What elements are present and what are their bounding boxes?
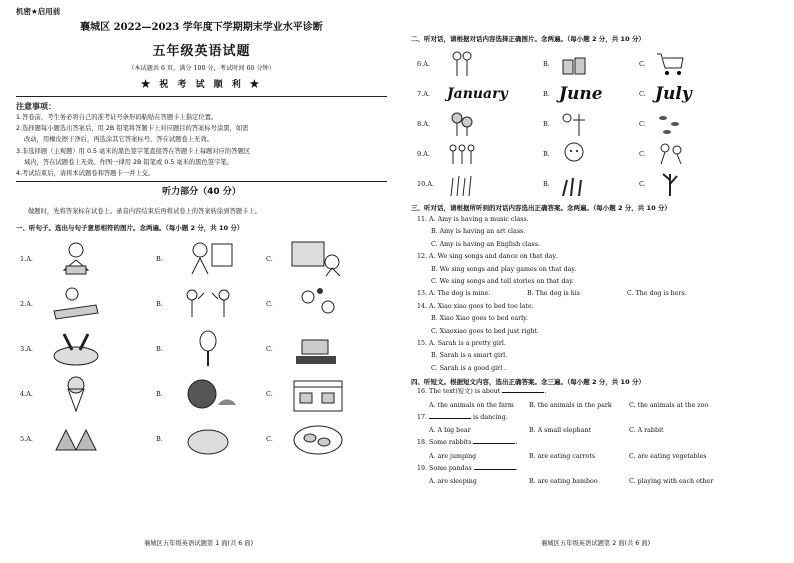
notice-line: 域内，答在试题卷上无效。作图一律用 2B 铅笔或 0.5 毫米的黑色签字笔。 — [24, 158, 233, 166]
section-1-questions — [16, 236, 387, 461]
option-a — [447, 110, 543, 138]
question-number: 4.A. — [20, 389, 33, 398]
question-number: 2.A. — [20, 299, 33, 308]
option-b: B. — [543, 110, 639, 138]
option-c: C. July — [639, 84, 692, 104]
question-number: 7.A. — [417, 90, 430, 98]
section-2-title: 二、听对话，请根据对话内容选择正确图片。念两遍。（每小题 2 分，共 10 分） — [411, 35, 645, 43]
grass-field-image — [447, 170, 477, 198]
option-b: B. — [543, 50, 639, 78]
listening-title: 听力部分（40 分） — [162, 187, 241, 198]
shopping-cart-image — [655, 50, 685, 78]
shop-front-image — [288, 375, 348, 413]
option-a — [447, 140, 543, 168]
watermelon-image — [178, 375, 238, 413]
section-4-title: 四、听短文。根据短文内容，选出正确答案。念三遍。（每小题 2 分，共 10 分） — [411, 378, 645, 387]
flowers-image — [447, 110, 477, 138]
answer-option: C. We sing songs and tell stories on that day. — [431, 278, 574, 286]
ice-cream-image — [46, 375, 106, 413]
option-c: C. — [639, 170, 735, 198]
bamboo-shoots-image — [655, 170, 685, 198]
question-number: 6.A. — [417, 60, 430, 68]
right-page — [397, 0, 794, 563]
answer-option: C. Xiaoxiao goes to bed just right. — [431, 327, 540, 335]
answer-option: B. Amy is having an art class. — [431, 228, 526, 236]
child-writing-image — [46, 285, 106, 323]
option-b: B. — [156, 285, 266, 323]
question-row — [411, 109, 782, 139]
option-a — [46, 420, 156, 458]
option-c: C. — [266, 240, 376, 278]
notice-line: 1.答卷前，考生务必将自己的准考证号条形码粘贴在答题卡上指定位置。 — [16, 114, 218, 121]
dumplings-plate-image — [288, 420, 348, 458]
question-number: 5.A. — [20, 434, 33, 443]
notice-heading: 注意事项： — [16, 102, 56, 111]
answer-option: B. We sing songs and play games on that day. — [431, 265, 577, 273]
question-number: 3.A. — [20, 344, 33, 353]
question-number: 9.A. — [417, 150, 430, 158]
option-b: B. — [156, 375, 266, 413]
question-number: 8.A. — [417, 120, 430, 128]
answer-blank — [474, 469, 516, 470]
page-footer: 襄城区五年级英语试题第 2 面(共 6 面) — [540, 540, 651, 547]
notice-line: 2.选择题每小题选出答案后，用 2B 铅笔将答题卡上对应题目的答案标号涂黑，如需 — [16, 125, 249, 133]
question-stem: 17. is dancing. — [417, 413, 508, 421]
exam-subtitle: 五年级英语试题 — [152, 44, 251, 59]
exam-note: （本试题共 6 页，满分 100 分，考试时间 60 分钟） — [128, 65, 275, 72]
option-b: B. June — [543, 84, 603, 104]
question-row — [411, 139, 782, 169]
answer-blank — [429, 418, 471, 419]
answer-option: C. Amy is having an English class. — [431, 240, 540, 248]
girl-painting-image — [178, 240, 238, 278]
option-c: C. — [266, 375, 376, 413]
option-b: B. — [156, 330, 266, 368]
notice-line: 3.非选择题（主观题）用 0.5 毫米的黑色签字笔直接答在答题卡上每题对应的答题区 — [16, 147, 251, 155]
option-b: B. — [156, 240, 266, 278]
good-luck-banner: ★ 祝 考 试 顺 利 ★ — [141, 80, 262, 90]
hiking-people-image — [447, 50, 477, 78]
question-stem: 16. The text(短文) is about . — [417, 388, 547, 396]
kids-planting-image — [559, 110, 589, 138]
option-c: C. — [639, 110, 735, 138]
answer-option: C. Sarah is a good girl . — [431, 364, 507, 372]
question-stem: 18. Some rabbits . — [417, 439, 518, 447]
question-row — [16, 326, 387, 371]
kids-playing-ball-image — [288, 285, 348, 323]
question-row — [16, 371, 387, 416]
boy-watching-screen-image — [288, 240, 348, 278]
section-1-title: 一、听句子。选出与句子意思相符的图片。念两遍。（每小题 2 分，共 10 分） — [16, 224, 244, 233]
rice-cake-image — [178, 420, 238, 458]
answer-option: 12. A. We sing songs and dance on that day. — [417, 253, 558, 261]
section-3-questions — [411, 214, 782, 375]
divider — [16, 181, 387, 182]
question-number: 10.A. — [417, 180, 435, 188]
whisk-image — [178, 330, 238, 368]
shopping-bags-image — [559, 50, 589, 78]
answer-blank — [473, 443, 515, 444]
option-b: B. — [543, 170, 639, 198]
question-row — [16, 236, 387, 281]
question-stem: 19. Some pandas . — [417, 464, 518, 472]
pot-on-stove-image — [288, 330, 348, 368]
rice-dumplings-image — [46, 420, 106, 458]
page-footer: 襄城区五年级英语试题第 1 面(共 6 面) — [143, 540, 254, 547]
question-options: A. the animals on the farm B. the animals in the park C. the animals at the zoo — [429, 401, 709, 409]
option-b: B. — [543, 140, 639, 168]
option-a — [447, 50, 543, 78]
option-a — [46, 330, 156, 368]
question-options: A. A big bear B. A small elephant C. A rabbit — [429, 427, 664, 435]
notice-block — [16, 97, 387, 179]
option-c: C. — [639, 50, 735, 78]
question-row — [411, 79, 782, 109]
question-row — [411, 49, 782, 79]
option-c: C. — [266, 285, 376, 323]
exam-title: 襄城区 2022—2023 学年度下学期期末学业水平诊断 — [80, 22, 323, 33]
option-b: B. — [156, 420, 266, 458]
section-4-questions — [411, 386, 782, 488]
answer-option: B. Xiao Xiao goes to bed early. — [431, 315, 528, 323]
answer-option: 14. A. Xiao xiao goes to bed too late. — [417, 302, 534, 310]
notice-line: 4.考试结束后，请将本试题卷和答题卡一并上交。 — [16, 170, 155, 178]
mixing-dough-image — [46, 330, 106, 368]
three-children-image — [447, 140, 477, 168]
rice-field-image — [559, 170, 589, 198]
badminton-image — [178, 285, 238, 323]
answer-option: 11. A. Amy is having a music class. — [417, 216, 529, 223]
fallen-leaves-image — [655, 110, 685, 138]
answer-blank — [502, 392, 544, 393]
answer-option: B. Sarah is a smart girl. — [431, 352, 508, 360]
month-text: July — [655, 84, 692, 104]
girl-portrait-image — [559, 140, 589, 168]
option-c: C. — [266, 420, 376, 458]
reading-child-image — [46, 240, 106, 278]
option-c: C. — [639, 140, 735, 168]
option-a — [46, 285, 156, 323]
kids-dancing-image — [655, 140, 685, 168]
section-3-title: 三、听对话，请根据所听到的对话内容选出正确答案。念两遍。（每小题 2 分，共 10 分） — [411, 204, 671, 212]
option-a — [46, 375, 156, 413]
answer-option: 15. A. Sarah is a pretty girl. — [417, 340, 506, 348]
notice-line: 改动，用橡皮擦干净后，再选涂其它答案标号，答在试题卷上无效。 — [24, 136, 213, 144]
month-text: January — [447, 86, 508, 102]
option-a — [447, 86, 543, 102]
question-row — [16, 281, 387, 326]
question-number: 1.A. — [20, 254, 33, 263]
question-options: A. are sleeping B. are eating bamboo C. playing with each other — [429, 477, 714, 485]
listening-intro: 做题时，先将答案标在试卷上。录音内容结束后再将试卷上的答案转涂到答题卡上。 — [28, 208, 261, 216]
option-c: C. — [266, 330, 376, 368]
option-a — [46, 240, 156, 278]
question-row — [411, 169, 782, 199]
question-13: 13. A. The dog is mine. B. The dog is his C. The dog is hers. — [417, 290, 687, 298]
question-options: A. are jumping B. are eating carrots C. are eating vegetables — [429, 452, 707, 460]
section-2-questions — [411, 49, 782, 199]
secret-label: 机密★启用前 — [16, 7, 61, 16]
option-a — [447, 170, 543, 198]
month-text: June — [559, 84, 603, 104]
question-row — [16, 416, 387, 461]
